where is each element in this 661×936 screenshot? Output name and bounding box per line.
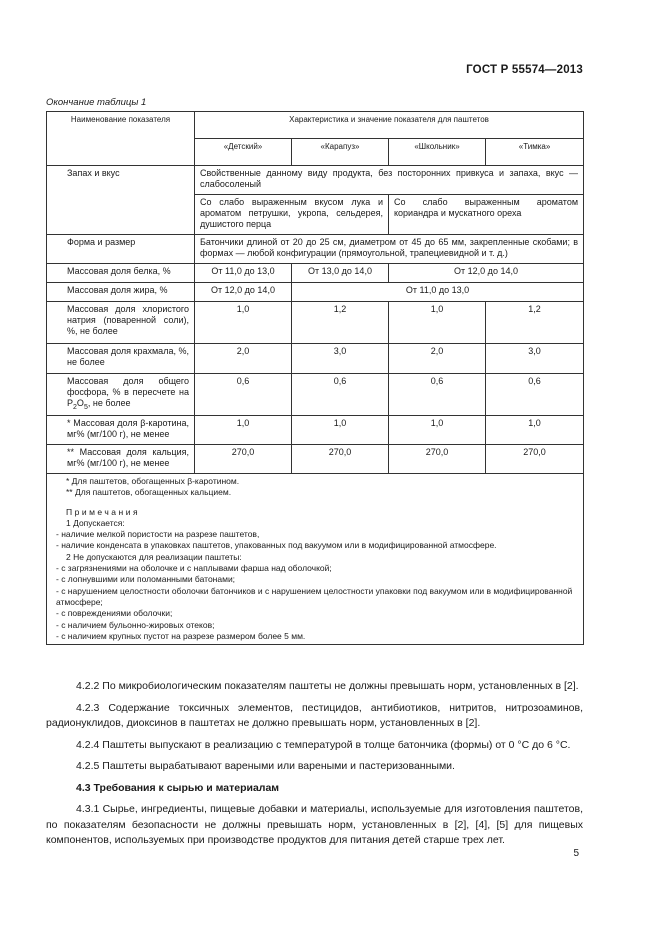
paragraph-4-2-3: 4.2.3 Содержание токсичных элементов, пестицидов, антибиотиков, нитритов, нитрозоаминов, радионуклидов, диоксинов в паштетах не должно превышать норм, установленных в [2]. <box>46 701 583 729</box>
salt-value: 1,2 <box>292 302 389 344</box>
product-header: «Карапуз» <box>292 139 389 166</box>
footnote: ** Для паштетов, обогащенных кальцием. <box>66 487 232 498</box>
row-name-smell: Запах и вкус <box>47 166 195 235</box>
row-name-shape: Форма и размер <box>47 235 195 264</box>
note-line: - с лопнувшими или поломанными батонами; <box>56 574 236 585</box>
carotene-value: 1,0 <box>292 416 389 445</box>
starch-value: 2,0 <box>389 344 486 374</box>
row-name-phosphorus <box>47 374 195 416</box>
standard-code: ГОСТ Р 55574—2013 <box>466 64 583 76</box>
product-header: «Детский» <box>195 139 292 166</box>
phosphorus-value: 0,6 <box>486 374 584 416</box>
row-name-carotene: * Массовая доля β-каротина, мг% (мг/100 г), не менее <box>47 416 195 445</box>
table-notes <box>47 474 584 645</box>
phosphorus-sub: 2 <box>73 403 77 411</box>
smell-text-all: Свойственные данному виду продукта, без посторонних привкуса и запаха, вкус — слабосоленый <box>195 166 584 195</box>
note-line: 2 Не допускаются для реализации паштеты: <box>66 551 242 562</box>
row-name-salt: Массовая доля хлористого натрия (поваренной соли), %, не более <box>47 302 195 344</box>
section-4-3-title: 4.3 Требования к сырью и материалам <box>76 781 280 794</box>
calcium-value: 270,0 <box>486 445 584 474</box>
paragraph-4-2-4: 4.2.4 Паштеты выпускают в реализацию с температурой в толще батончика (формы) от 0 °С до 6 °С. <box>76 738 571 751</box>
paragraph-4-2-2: 4.2.2 По микробиологическим показателям паштеты не должны превышать норм, установленных в [2]. <box>76 680 579 692</box>
calcium-value: 270,0 <box>389 445 486 474</box>
row-name-protein: Массовая доля белка, % <box>47 264 195 283</box>
note-line: - с загрязнениями на оболочке и с наплывами фарша над оболочкой; <box>56 563 332 574</box>
note-line: 1 Допускается: <box>66 517 125 528</box>
note-line: - наличие мелкой пористости на разрезе паштетов, <box>56 529 260 540</box>
protein-value: От 11,0 до 13,0 <box>195 264 292 283</box>
smell-text-left: Со слабо выраженным вкусом лука и ароматом петрушки, укропа, сельдерея, душистого перца <box>195 195 389 235</box>
phosphorus-name-a: Массовая доля общего фосфора, % в пересчете на P <box>67 376 189 408</box>
note-line: - с нарушением целостности оболочки батончиков и с нарушением целостности упаковки под вакуумом или в модифицированной атмосфере; <box>56 585 573 607</box>
note-line: - наличие конденсата в упаковках паштетов, упакованных под вакуумом или в модифицированной атмосфере. <box>56 540 497 551</box>
row-name-starch: Массовая доля крахмала, %, не более <box>47 344 195 374</box>
phosphorus-value: 0,6 <box>389 374 486 416</box>
starch-value: 2,0 <box>195 344 292 374</box>
calcium-value: 270,0 <box>292 445 389 474</box>
col-name-header: Наименование показателя <box>47 112 195 166</box>
phosphorus-sub2: 5 <box>83 403 88 411</box>
table-caption: Окончание таблицы 1 <box>46 97 147 108</box>
phosphorus-name-mid: O <box>76 398 84 408</box>
note-line: - с повреждениями оболочки; <box>56 608 173 619</box>
carotene-value: 1,0 <box>195 416 292 445</box>
page-number: 5 <box>573 848 579 859</box>
phosphorus-name-b: , не более <box>87 398 131 408</box>
product-header: «Тимка» <box>486 139 584 166</box>
calcium-value: 270,0 <box>195 445 292 474</box>
salt-value: 1,2 <box>486 302 584 344</box>
footnote: * Для паштетов, обогащенных β-каротином. <box>66 476 240 486</box>
starch-value: 3,0 <box>486 344 584 374</box>
protein-value: От 13,0 до 14,0 <box>292 264 389 283</box>
paragraph-4-3-1: 4.3.1 Сырье, ингредиенты, пищевые добавки и материалы, используемые для изготовления паштетов, по показателям безопасности не должны превышать норм, установленных в [2], [4], [5] для пищевых компонентов, используемых при производстве продуктов для питания детей старше трех лет. <box>46 803 583 846</box>
phosphorus-value: 0,6 <box>292 374 389 416</box>
row-name-calcium: ** Массовая доля кальция, мг% (мг/100 г), не менее <box>47 445 195 474</box>
shape-text: Батончики длиной от 20 до 25 см, диаметром от 45 до 65 мм, закрепленные скобами; в формах — любой конфигурации (прямоугольной, трапециевидной и т. д.) <box>195 235 584 264</box>
paragraph-4-2-5: 4.2.5 Паштеты вырабатывают вареными или вареными и пастеризованными. <box>76 760 455 772</box>
product-header: «Школьник» <box>389 139 486 166</box>
protein-value: От 12,0 до 14,0 <box>389 264 584 283</box>
col-group-header: Характеристика и значение показателя для паштетов <box>195 112 584 139</box>
row-name-fat: Массовая доля жира, % <box>47 283 195 302</box>
phosphorus-value: 0,6 <box>195 374 292 416</box>
carotene-value: 1,0 <box>389 416 486 445</box>
indicators-table <box>46 111 584 645</box>
starch-value: 3,0 <box>292 344 389 374</box>
salt-value: 1,0 <box>195 302 292 344</box>
notes-title: Примечания <box>66 506 141 517</box>
fat-value: От 12,0 до 14,0 <box>195 283 292 302</box>
note-line: - с наличием бульонно-жировых отеков; <box>56 619 215 630</box>
fat-value: От 11,0 до 13,0 <box>292 283 584 302</box>
smell-text-right: Со слабо выраженным ароматом кориандра и мускатного ореха <box>389 195 584 235</box>
note-line: - с наличием крупных пустот на разрезе размером более 5 мм. <box>56 630 306 641</box>
salt-value: 1,0 <box>389 302 486 344</box>
carotene-value: 1,0 <box>486 416 584 445</box>
body-text <box>46 679 583 849</box>
